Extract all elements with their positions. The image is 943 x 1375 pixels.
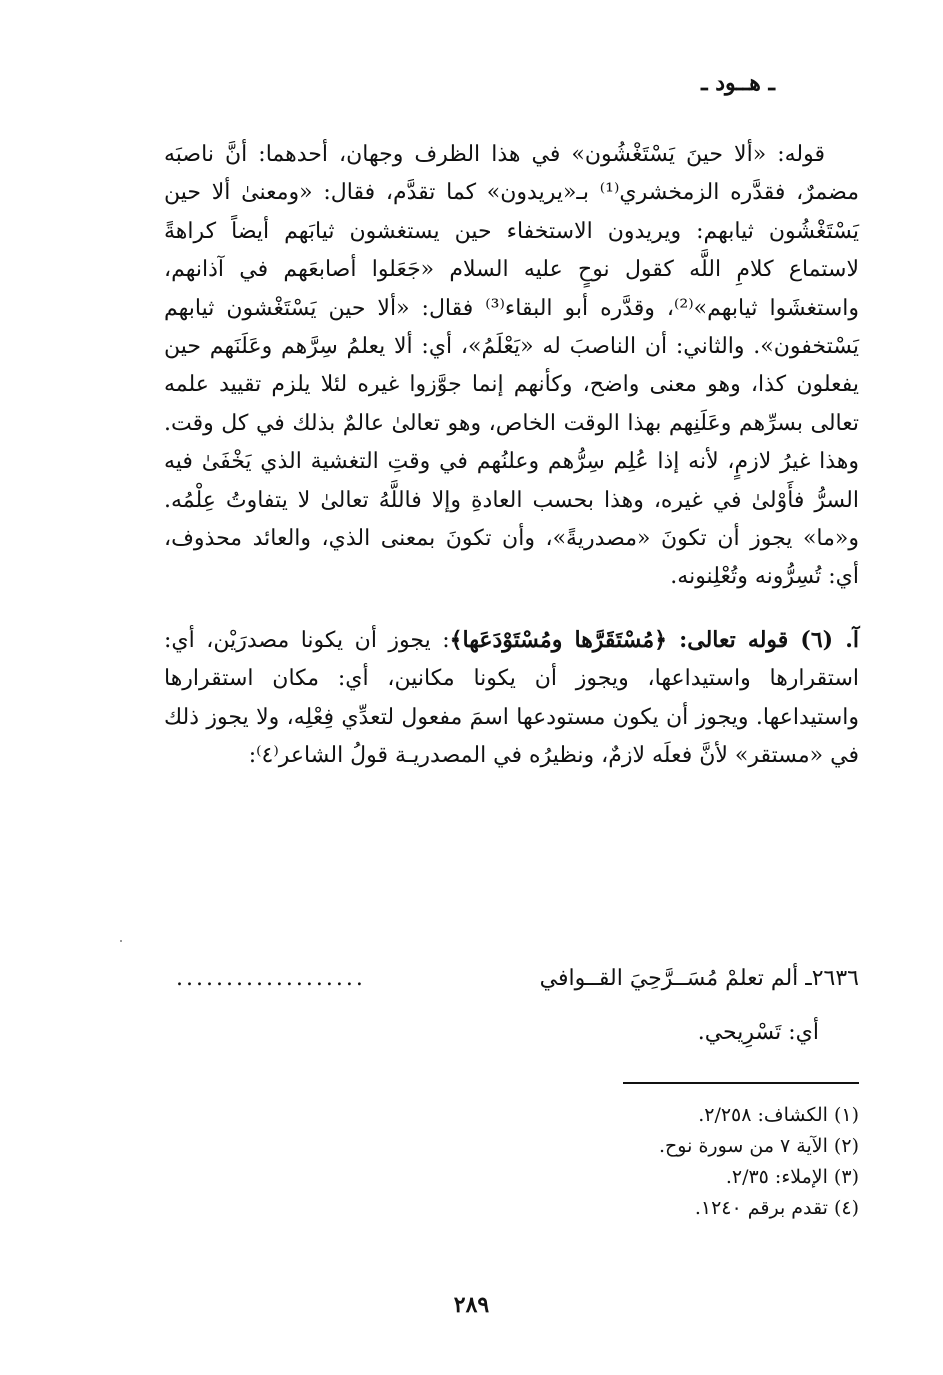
- footnotes: [164, 1100, 859, 1224]
- footnote-2: (٢) الآية ٧ من سورة نوح.: [659, 1135, 859, 1157]
- running-header: ـ هــود ـ: [701, 70, 775, 96]
- verse-commentary: : يجوز أن يكونا مصدرَيْن، أي: استقرارها واستيداعها، ويجوز أن يكونا مكانين، أي: مكان استقرارها واستيداعها. ويجوز أن يكون مستودعها اسمَ مفعول لتعدِّي فِعْلِه، ولا يجوز ذلك في «مستقر» لأنَّ فعلَه لازمٌ، ونظيرُه في المصدريـة قولُ الشاعر⁽٤⁾:: [164, 627, 859, 769]
- poetry-ellipsis: ...................: [176, 966, 366, 991]
- footnote-divider: [623, 1082, 859, 1084]
- margin-dot: [120, 940, 122, 942]
- footnote-4: (٤) تقدم برقم ١٢٤٠.: [694, 1197, 859, 1219]
- paragraph-verse-six: [164, 621, 859, 776]
- verse-heading: آ. (٦) قوله تعالى: ﴿مُسْتَقَرَّها ومُسْتَوْدَعَها﴾: [449, 626, 860, 653]
- poetry-gloss: أي: تَسْرِيحي.: [697, 1020, 819, 1045]
- footnote-1: (١) الكشاف: ٢/٢٥٨.: [698, 1104, 859, 1126]
- footnote-3: (٣) الإملاء: ٢/٣٥.: [725, 1166, 859, 1188]
- paragraph-commentary: قوله: «ألا حينَ يَسْتَغْشُون» في هذا الظرف وجهان، أحدهما: أنَّ ناصبَه مضمرٌ، فقدَّره الزمخشري⁽¹⁾ بـ«يريدون» كما تقدَّم، فقال: «ومعنىٰ ألا حين يَسْتَغْشُون ثيابهم: ويريدون الاستخفاء حين يستغشون ثيابَهم أيضاً كراهةً لاستماع كلامِ اللَّه كقول نوحٍ عليه السلام «جَعَلوا أصابعَهم في آذانهم، واستغشَوا ثيابهم»⁽²⁾، وقدَّره أبو البقاء⁽³⁾ فقال: «ألا حين يَسْتَغْشون ثيابهم يَسْتخفون». والثاني: أن الناصبَ له «يَعْلَمُ»، أي: ألا يعلمُ سِرَّهم وعَلَنَهم حين يفعلون كذا، وهو معنى واضح، وكأنهم إنما جوَّزوا غيره لئلا يلزم تقييد علمه تعالى بسرِّهم وعَلَنِهم بهذا الوقت الخاص، وهو تعالىٰ عالمٌ بذلك في كل وقت. وهذا غيرُ لازمٍ، لأنه إذا عُلِم سِرُّهم وعلنُهم في وقتِ التغشية الذي يَخْفَىٰ فيه السرُّ فأَوْلىٰ في غيره، وهذا بحسب العادةِ وإلا فاللَّهُ تعالىٰ لا يتفاوتُ عِلْمُه. و«ما» يجوز أن تكونَ «مصدريةً»، وأن تكونَ بمعنى الذي، والعائد محذوف، أي: تُسِرُّونه وتُعْلِنونه.: [164, 142, 860, 590]
- main-text: [164, 136, 859, 776]
- page-number: ٢٨٩: [453, 1292, 490, 1318]
- poetry-line: [164, 966, 859, 1006]
- poetry-hemistich: ٢٦٣٦ـ ألم تعلمْ مُسَــرَّحِيَ القــوافي: [539, 966, 859, 991]
